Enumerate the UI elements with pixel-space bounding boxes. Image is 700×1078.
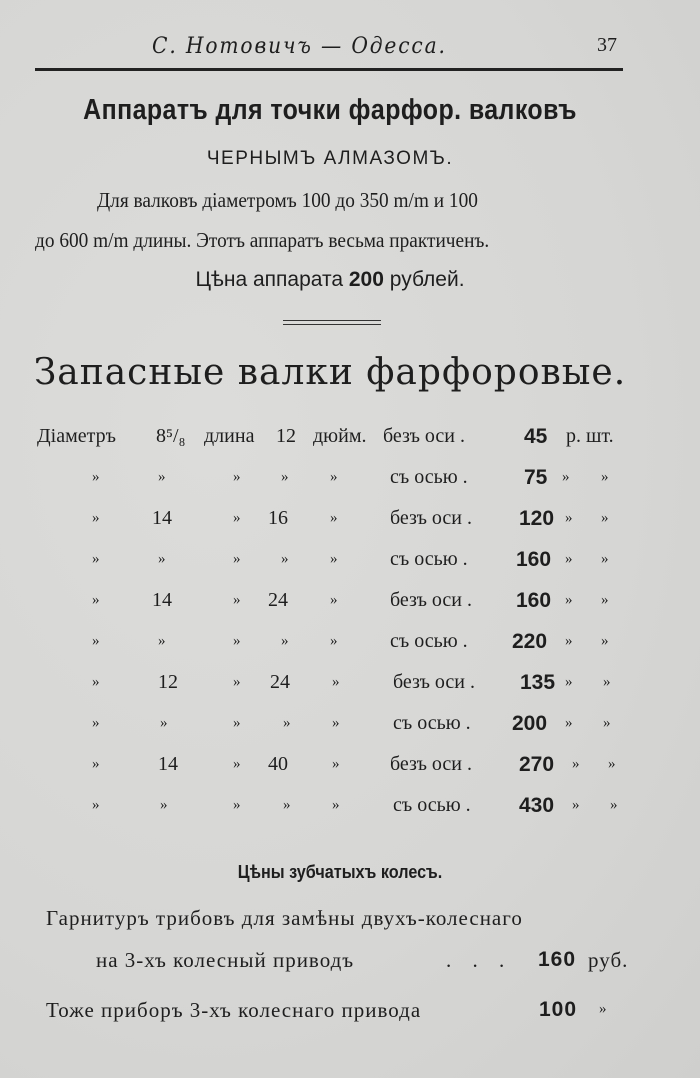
gear-item1-line2	[96, 948, 636, 978]
page-number: 37	[597, 34, 617, 56]
price-prefix: Цѣна аппарата	[195, 268, 344, 291]
ditto-mark: »	[330, 510, 338, 526]
ditto-mark: »	[92, 510, 100, 526]
apparatus-description-line1: Для валковъ діаметромъ 100 до 350 m/m и 100	[97, 188, 478, 212]
ditto-mark: »	[92, 797, 100, 813]
spare-rollers-title: Запасные валки фарфоровые.	[33, 352, 627, 393]
ditto-mark: »	[332, 756, 340, 772]
axle-option: съ осью .	[393, 794, 471, 816]
ditto-mark: »	[601, 551, 609, 567]
length-label: длина	[204, 425, 255, 447]
gear-item2-desc: Тоже приборъ 3-хъ колеснаго привода	[46, 998, 422, 1022]
price: 75	[524, 466, 548, 489]
ditto-mark: »	[565, 674, 573, 690]
ditto-mark: »	[608, 756, 616, 772]
ditto-mark: »	[92, 592, 100, 608]
ditto-mark: »	[601, 592, 609, 608]
ditto-mark: »	[233, 510, 241, 526]
apparatus-title: Аппаратъ для точки фарфор. валковъ	[83, 94, 577, 126]
price-suffix: рублей.	[389, 268, 465, 291]
axle-option: безъ оси .	[390, 753, 473, 775]
ditto-mark: »	[332, 797, 340, 813]
price-value: 200	[348, 268, 384, 291]
gear-item2-unit: »	[599, 1001, 608, 1017]
length-value: »	[281, 469, 289, 485]
diameter-value: »	[158, 633, 166, 649]
ditto-mark: »	[92, 756, 100, 772]
running-head	[0, 30, 700, 64]
ditto-mark: »	[610, 797, 618, 813]
price: 160	[516, 589, 552, 612]
price: 160	[516, 548, 552, 571]
price: 430	[519, 794, 555, 817]
ditto-mark: »	[330, 469, 338, 485]
ditto-mark: »	[601, 633, 609, 649]
apparatus-subtitle: ЧЕРНЫМЪ АЛМАЗОМЪ.	[206, 148, 454, 169]
ditto-mark: »	[233, 551, 241, 567]
ditto-mark: »	[332, 715, 340, 731]
price: 200	[512, 712, 548, 735]
price: 220	[512, 630, 548, 653]
ditto-mark: »	[330, 633, 338, 649]
ditto-mark: »	[332, 674, 340, 690]
diameter-value: 14	[158, 753, 178, 775]
table-row	[0, 630, 700, 664]
ditto-mark: »	[92, 551, 100, 567]
ditto-mark: »	[565, 715, 573, 731]
ditto-mark: »	[92, 715, 100, 731]
diameter-value: 14	[152, 589, 172, 611]
ditto-mark: »	[92, 469, 100, 485]
section-divider	[283, 320, 381, 325]
length-value: »	[281, 551, 289, 567]
length-value: 24	[268, 589, 288, 611]
gear-item1-unit: руб.	[588, 948, 629, 972]
axle-option: съ осью .	[390, 466, 468, 488]
diameter-value: »	[160, 715, 168, 731]
diameter-value: 12	[158, 671, 178, 693]
price: 135	[520, 671, 556, 694]
price-unit: р. шт.	[566, 425, 614, 447]
price: 45	[524, 425, 548, 448]
ditto-mark: »	[233, 797, 241, 813]
table-row	[0, 753, 700, 787]
length-value: »	[283, 715, 291, 731]
table-row	[0, 425, 700, 459]
ditto-mark: »	[330, 551, 338, 567]
gear-item1-line1: Гарнитуръ трибовъ для замѣны двухъ-колеснаго	[46, 906, 523, 930]
axle-option: безъ оси .	[383, 425, 466, 447]
ditto-mark: »	[233, 715, 241, 731]
table-row	[0, 712, 700, 746]
apparatus-description-line2: до 600 m/m длины. Этотъ аппаратъ весьма практиченъ.	[35, 228, 490, 252]
ditto-mark: »	[565, 510, 573, 526]
gear-item1-price: 160	[538, 948, 577, 971]
ditto-mark: »	[92, 674, 100, 690]
ditto-mark: »	[565, 633, 573, 649]
ditto-mark: »	[603, 715, 611, 731]
ditto-mark: »	[603, 674, 611, 690]
ditto-mark: »	[562, 469, 570, 485]
table-row	[0, 507, 700, 541]
table-row	[0, 466, 700, 500]
axle-option: безъ оси .	[393, 671, 476, 693]
unit-label: дюйм.	[313, 425, 367, 447]
ditto-mark: »	[572, 797, 580, 813]
diameter-label: Діаметръ	[37, 425, 116, 447]
length-value: 40	[268, 753, 288, 775]
axle-option: съ осью .	[390, 548, 468, 570]
axle-option: съ осью .	[390, 630, 468, 652]
axle-option: безъ оси .	[390, 589, 473, 611]
price: 270	[519, 753, 555, 776]
ditto-mark: »	[92, 633, 100, 649]
gears-title: Цѣны зубчатыхъ колесъ.	[237, 862, 443, 882]
gear-item2-price: 100	[539, 998, 578, 1021]
ditto-mark: »	[233, 592, 241, 608]
table-row	[0, 589, 700, 623]
diameter-value: »	[158, 551, 166, 567]
table-row	[0, 671, 700, 705]
ditto-mark: »	[233, 674, 241, 690]
ditto-mark: »	[330, 592, 338, 608]
ditto-mark: »	[565, 592, 573, 608]
apparatus-price	[0, 268, 660, 292]
table-row	[0, 794, 700, 828]
author-city: С. Нотовичъ — Одесса.	[152, 34, 447, 59]
length-value: 12	[276, 425, 296, 447]
diameter-value: 14	[152, 507, 172, 529]
axle-option: безъ оси .	[390, 507, 473, 529]
gear-item1-desc: на 3-хъ колесный приводъ	[96, 948, 355, 972]
ditto-mark: »	[572, 756, 580, 772]
length-value: 16	[268, 507, 288, 529]
ditto-mark: »	[565, 551, 573, 567]
axle-option: съ осью .	[393, 712, 471, 734]
diameter-value: »	[158, 469, 166, 485]
table-row	[0, 548, 700, 582]
ditto-mark: »	[233, 633, 241, 649]
price: 120	[519, 507, 555, 530]
ditto-mark: »	[233, 469, 241, 485]
gear-item2	[46, 998, 626, 1028]
length-value: »	[283, 797, 291, 813]
length-value: »	[281, 633, 289, 649]
ditto-mark: »	[601, 469, 609, 485]
diameter-value: 8⁵/₈	[156, 425, 186, 447]
length-value: 24	[270, 671, 290, 693]
ditto-mark: »	[233, 756, 241, 772]
leader-dots: . . .	[446, 948, 513, 972]
header-rule	[35, 68, 623, 71]
ditto-mark: »	[601, 510, 609, 526]
diameter-value: »	[160, 797, 168, 813]
